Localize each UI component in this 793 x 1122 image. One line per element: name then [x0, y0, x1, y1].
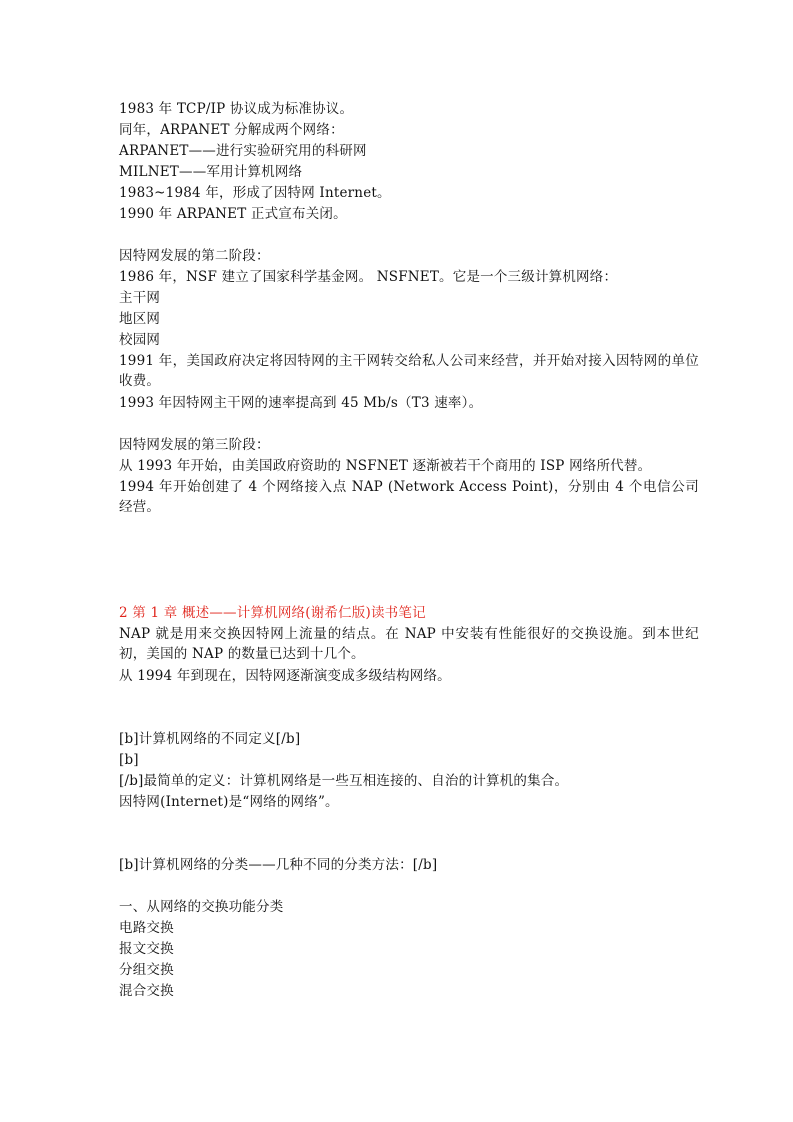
- text-line-1993-isp: 从 1993 年开始，由美国政府资助的 NSFNET 逐渐被若干个商用的 ISP 网络所代替。: [119, 458, 652, 474]
- text-line-1990-arpanet-closed: 1990 年 ARPANET 正式宣布关闭。: [119, 206, 347, 222]
- text-line-second-stage-heading: 因特网发展的第二阶段：: [119, 248, 270, 264]
- text-line-classification-heading: [b]计算机网络的分类——几种不同的分类方法：[/b]: [119, 857, 438, 873]
- chapter-heading: 2 第 1 章 概述——计算机网络(谢希仁版)读书笔记: [119, 605, 426, 621]
- text-line-b-tag: [b]: [119, 752, 139, 768]
- list-item-packet-switching: 分组交换: [119, 962, 174, 978]
- text-line-campus-network: 校园网: [119, 332, 161, 348]
- list-item-circuit-switching: 电路交换: [119, 920, 174, 936]
- list-item-message-switching: 报文交换: [119, 941, 174, 957]
- text-line-1983-1984-internet: 1983~1984 年，形成了因特网 Internet。: [119, 185, 391, 201]
- text-line-backbone-network: 主干网: [119, 290, 161, 306]
- text-line-arpanet-research: ARPANET——进行实验研究用的科研网: [119, 143, 367, 159]
- text-paragraph-nap-definition: NAP 就是用来交换因特网上流量的结点。在 NAP 中安装有性能很好的交换设施。到本世纪初，美国的 NAP 的数量已达到十几个。: [119, 626, 699, 662]
- text-line-since-1994: 从 1994 年到现在，因特网逐渐演变成多级结构网络。: [119, 668, 451, 684]
- text-line-1986-nsfnet: 1986 年，NSF 建立了国家科学基金网。 NSFNET。它是一个三级计算机网络：: [119, 269, 618, 285]
- text-paragraph-1994-nap: 1994 年开始创建了 4 个网络接入点 NAP (Network Access Point)，分别由 4 个电信公司经营。: [119, 479, 699, 515]
- text-line-switching-classification: 一、从网络的交换功能分类: [119, 899, 284, 915]
- text-paragraph-1991-privatization: 1991 年，美国政府决定将因特网的主干网转交给私人公司来经营，并开始对接入因特网的单位收费。: [119, 353, 699, 389]
- list-item-hybrid-switching: 混合交换: [119, 983, 174, 999]
- text-line-definitions-heading: [b]计算机网络的不同定义[/b]: [119, 731, 301, 747]
- text-line-1993-speed: 1993 年因特网主干网的速率提高到 45 Mb/s（T3 速率）。: [119, 395, 483, 411]
- text-line-arpanet-split: 同年，ARPANET 分解成两个网络：: [119, 122, 344, 138]
- text-line-network-of-networks: 因特网(Internet)是“网络的网络”。: [119, 794, 339, 810]
- text-line-1983-tcpip: 1983 年 TCP/IP 协议成为标准协议。: [119, 101, 354, 117]
- text-line-milnet: MILNET——军用计算机网络: [119, 164, 303, 180]
- text-line-third-stage-heading: 因特网发展的第三阶段：: [119, 437, 270, 453]
- text-line-regional-network: 地区网: [119, 311, 161, 327]
- text-line-simplest-definition: [/b]最简单的定义：计算机网络是一些互相连接的、自治的计算机的集合。: [119, 773, 569, 789]
